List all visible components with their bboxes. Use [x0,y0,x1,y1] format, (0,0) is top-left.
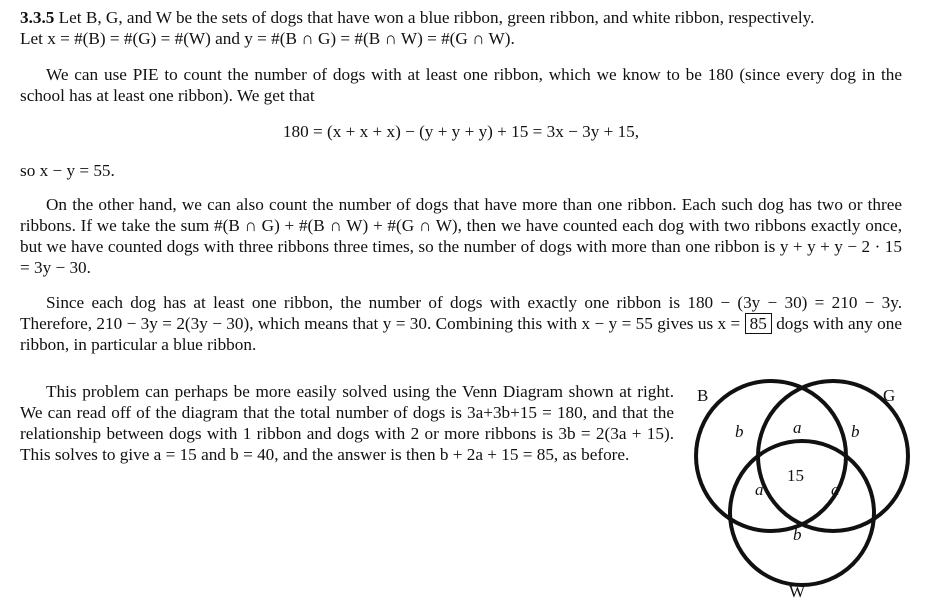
venn-region-b-only: b [735,422,744,441]
overlap-paragraph: On the other hand, we can also count the number of dogs that have more than one ribbon. Each such dog has two or three ribbons. If we take the sum #(B ∩ G) + #(B ∩ W) + #(G ∩ W), then we have counted each dog with two ribbons exactly once, but we have counted dogs with three ribbons three times, so the number of dogs with more than one ribbon is y + y + y − 2 · 15 = 3y − 30. [20,195,902,277]
venn-region-gw: a [831,480,840,499]
problem-line2: Let x = #(B) = #(G) = #(W) and y = #(B ∩ G) = #(B ∩ W) = #(G ∩ W). [20,29,515,48]
answer-text-before: Since each dog has at least one ribbon, the number of dogs with exactly one ribbon is 180 − (3y − 30) = 210 − 3y. Therefore, 210 − 3y = 2(3y − 30), which means that y = 30. Combining this with x − y = 55 gives us x = [20,293,902,333]
pie-conclusion: so x − y = 55. [20,161,115,180]
problem-number: 3.3.5 [20,8,55,27]
venn-label-g: G [883,386,896,405]
problem-line1: Let B, G, and W be the sets of dogs that have won a blue ribbon, green ribbon, and white ribbon, respectively. [58,8,815,27]
answer-text-after: dogs with any one ribbon, in particular a blue ribbon. [20,314,902,354]
venn-label-b: B [697,386,709,405]
venn-region-g-only: b [851,422,860,441]
venn-region-center: 15 [787,466,804,485]
venn-circle-b [696,381,846,531]
answer-box: 85 [745,313,772,334]
venn-region-bg: a [793,418,802,437]
venn-circle-w [730,441,874,585]
venn-region-bw: a [755,480,764,499]
pie-paragraph: We can use PIE to count the number of dogs with at least one ribbon, which we know to be 180 (since every dog in the school has at least one ribbon). We get that [20,65,902,105]
pie-equation: 180 = (x + x + x) − (y + y + y) + 15 = 3x − 3y + 15, [282,122,640,141]
venn-explanation: This problem can perhaps be more easily solved using the Venn Diagram shown at right. We can read off of the diagram that the total number of dogs is 3a+3b+15 = 180, and that the relationship between dogs with 1 ribbon and dogs with 2 or more ribbons is 3b = 2(3a + 15). This solves to give a = 15 and b = 40, and the answer is then b + 2a + 15 = 85, as before. [20,382,674,464]
venn-region-w-only: b [793,525,802,544]
venn-label-w: W [789,582,806,601]
